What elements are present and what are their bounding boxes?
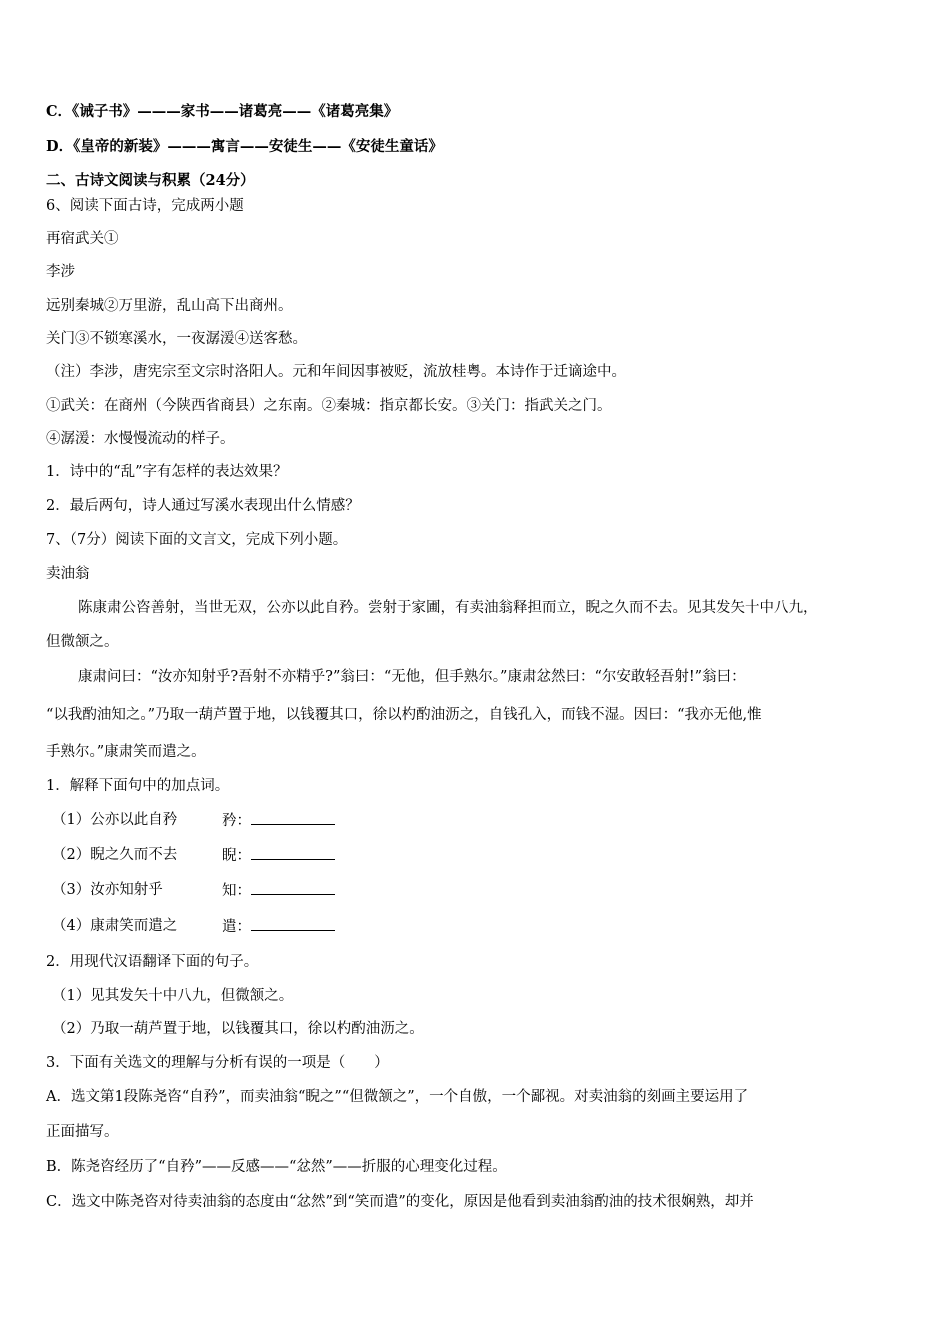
vocab-word: 知：	[222, 883, 251, 899]
passage-para-2c: 手熟尔。”康肃笑而遣之。	[46, 744, 206, 760]
vocab-answer[interactable]	[222, 845, 335, 866]
option-a-line-2: 正面描写。	[46, 1124, 119, 1140]
vocab-word: 遣：	[222, 919, 251, 935]
passage-para-1b: 但微颔之。	[46, 634, 119, 650]
poem-note-2: ①武关：在商州（今陕西省商县）之东南。②秦城：指京都长安。③关门：指武关之门。	[46, 398, 612, 414]
vocab-sentence: （1）公亦以此自矜	[52, 812, 178, 828]
poem-line-2: 关门③不锁寒溪水，一夜潺湲④送客愁。	[46, 331, 307, 347]
q6-prompt: 6、阅读下面古诗，完成两小题	[46, 198, 244, 214]
answer-blank[interactable]	[251, 916, 335, 931]
poem-note-3: ④潺湲：水慢慢流动的样子。	[46, 431, 235, 447]
q7-prompt: 7、（7分）阅读下面的文言文，完成下列小题。	[46, 532, 348, 548]
answer-blank[interactable]	[251, 880, 335, 895]
passage-para-2a: 康肃问曰：“汝亦知射乎?吾射不亦精乎?”翁曰：“无他，但手熟尔。”康肃忿然曰：“尔安敢轻吾射!”翁曰：	[78, 669, 746, 685]
vocab-answer[interactable]	[222, 916, 335, 937]
poem-note-1: （注）李涉，唐宪宗至文宗时洛阳人。元和年间因事被贬，流放桂粤。本诗作于迁谪途中。	[46, 364, 626, 380]
q6-sub-1: 1．诗中的“乱”字有怎样的表达效果？	[46, 464, 288, 480]
vocab-word: 矜：	[222, 813, 251, 829]
vocab-answer[interactable]	[222, 810, 335, 831]
q6-sub-2: 2．最后两句，诗人通过写溪水表现出什么情感？	[46, 498, 360, 514]
translate-item-1: （1）见其发矢十中八九，但微颔之。	[52, 988, 294, 1004]
q7-sub-2: 2．用现代汉语翻译下面的句子。	[46, 954, 259, 970]
q7-sub-1: 1．解释下面句中的加点词。	[46, 778, 230, 794]
option-a-line-1: A．选文第1段陈尧咨“自矜”，而卖油翁“睨之”“但微颔之”，一个自傲，一个鄙视。对卖油翁的刻画主要运用了	[46, 1089, 749, 1105]
q7-sub-3: 3．下面有关选文的理解与分析有误的一项是（ ）	[46, 1055, 389, 1071]
poem-title: 再宿武关①	[46, 231, 119, 247]
vocab-answer[interactable]	[222, 880, 335, 901]
vocab-sentence: （2）睨之久而不去	[52, 847, 178, 863]
poem-author: 李涉	[46, 264, 75, 280]
answer-blank[interactable]	[251, 845, 335, 860]
passage-para-1a: 陈康肃公咨善射，当世无双，公亦以此自矜。尝射于家圃，有卖油翁释担而立，睨之久而不去。见其发矢十中八九，	[78, 600, 818, 616]
passage-title: 卖油翁	[46, 566, 90, 582]
vocab-sentence: （4）康肃笑而遣之	[52, 918, 178, 934]
translate-item-2: （2）乃取一葫芦置于地，以钱覆其口，徐以杓酌油沥之。	[52, 1021, 424, 1037]
section-heading: 二、古诗文阅读与积累（24分）	[46, 172, 255, 189]
answer-blank[interactable]	[251, 810, 335, 825]
poem-line-1: 远别秦城②万里游，乱山高下出商州。	[46, 298, 293, 314]
option-b: B．陈尧咨经历了“自矜”——反感——“忿然”——折服的心理变化过程。	[46, 1159, 507, 1175]
passage-para-2b: “以我酌油知之。”乃取一葫芦置于地，以钱覆其口，徐以杓酌油沥之，自钱孔入，而钱不湿。因曰：“我亦无他,惟	[46, 707, 762, 723]
q5-option-c: C．《诫子书》———家书——诸葛亮——《诸葛亮集》	[46, 103, 399, 120]
vocab-word: 睨：	[222, 848, 251, 864]
option-c: C．选文中陈尧咨对待卖油翁的态度由“忿然”到“笑而遣”的变化，原因是他看到卖油翁酌油的技术很娴熟，却并	[46, 1194, 754, 1210]
q5-option-d: D．《皇帝的新装》———寓言——安徒生——《安徒生童话》	[46, 138, 443, 155]
vocab-sentence: （3）汝亦知射乎	[52, 882, 163, 898]
